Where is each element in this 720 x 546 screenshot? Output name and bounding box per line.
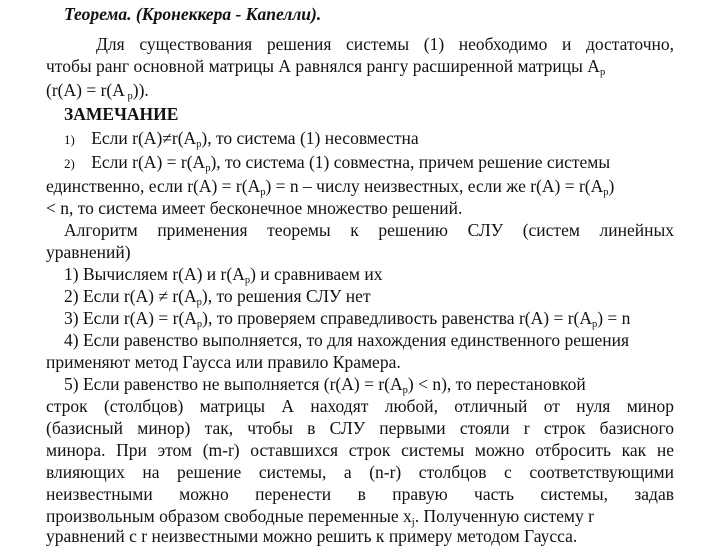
algorithm-step-1-subscript: p	[244, 275, 251, 286]
theorem-line-2	[46, 56, 674, 83]
algorithm-step-4-line-1: 4) Если равенство выполняется, то для нахождения единственного решения	[64, 330, 630, 350]
remark-item-2	[64, 152, 674, 179]
algorithm-step-5-line-4: минора. При этом (m-r) оставшихся строк системы можно отбросить как не	[46, 440, 674, 460]
remark-line-6: < n, то система имеет бесконечное множество решений.	[46, 198, 463, 218]
remark-item-1-subscript: p	[196, 139, 202, 150]
algorithm-step-3-subscript: p	[196, 319, 203, 330]
algorithm-step-5-line-6: неизвестными можно перенести в правую часть системы, задав	[46, 484, 674, 504]
remark-item-2-subscript: p	[205, 163, 211, 174]
theorem-line-2-subscript: р	[599, 67, 606, 78]
algorithm-step-5-line-5: влияющих на решение системы, а (n-r) столбцов с соответствующими	[46, 462, 674, 482]
remark-item-1-end: ), то система (1) несовместна	[201, 128, 419, 148]
algorithm-step-5-text: 5) Если равенство не выполняется (r(A) = r(A	[64, 374, 403, 394]
algorithm-step-2-subscript: p	[196, 297, 202, 308]
remark-title: ЗАМЕЧАНИЕ	[64, 104, 179, 124]
theorem-title: Теорема. (Кронеккера - Капелли).	[64, 4, 322, 24]
algorithm-step-5-line-7-end: . Полученную систему r	[414, 506, 594, 526]
theorem-line-3-text: (r(A) = r(A	[46, 80, 125, 100]
algorithm-step-3-middle: ), то проверяем справедливость равенства r(A) = r(A	[202, 308, 592, 328]
algorithm-step-5-line-3: (базисный минор) так, чтобы в СЛУ первыми стояли r строк базисного	[46, 418, 674, 438]
remark-item-2-end: ), то система (1) совместна, причем решение системы	[210, 152, 611, 172]
remark-item-2-number: 2)	[64, 156, 75, 171]
algorithm-step-3-end: ) = n	[597, 308, 631, 328]
theorem-line-3	[46, 80, 674, 107]
remark-line-5-subscript: p	[260, 187, 266, 198]
algorithm-title-line-1: Алгоритм применения теоремы к решению СЛУ (систем линейных	[64, 220, 674, 240]
algorithm-step-5-line-7-subscript: j	[411, 517, 415, 528]
algorithm-step-5-line-2: строк (столбцов) матрицы А находят любой, отличный от нуля минор	[46, 396, 674, 416]
remark-line-5-subscript-2: p	[603, 187, 609, 198]
remark-item-1	[64, 128, 674, 155]
algorithm-step-1-text: 1) Вычисляем r(A) и r(A	[64, 264, 245, 284]
algorithm-step-3-text: 3) Если r(A) = r(A	[64, 308, 197, 328]
theorem-line-3-end: )).	[132, 80, 149, 100]
remark-line-5-text: единственно, если r(A) = r(A	[46, 176, 261, 196]
algorithm-step-1-end: ) и сравниваем их	[250, 264, 383, 284]
remark-item-2-text: Если r(A) = r(A	[91, 152, 206, 172]
algorithm-step-5-subscript: p	[402, 385, 408, 396]
remark-item-1-number: 1)	[64, 132, 75, 147]
algorithm-step-5-end: ) < n), то перестановкой	[407, 374, 586, 394]
remark-line-5-middle: ) = n – числу неизвестных, если же r(A) = r(A	[265, 176, 604, 196]
algorithm-title-line-2: уравнений)	[46, 242, 131, 262]
remark-item-1-text: Если r(A)≠r(A	[91, 128, 197, 148]
algorithm-step-3-subscript-2: p	[591, 319, 598, 330]
algorithm-step-5-line-8: уравнений с r неизвестными можно решить к примеру методом Гаусса.	[46, 526, 578, 546]
algorithm-step-5-line-7-text: произвольным образом свободные переменные x	[46, 506, 412, 526]
algorithm-step-2-text: 2) Если r(A) ≠ r(A	[64, 286, 197, 306]
algorithm-step-2-end: ), то решения СЛУ нет	[201, 286, 371, 306]
remark-line-5-end: )	[608, 176, 615, 196]
algorithm-step-4-line-2: применяют метод Гаусса или правило Крамера.	[46, 352, 401, 372]
theorem-line-1: Для существования решения системы (1) необходимо и достаточно,	[96, 34, 674, 54]
theorem-line-2-text: чтобы ранг основной матрицы А равнялся рангу расширенной матрицы А	[46, 56, 600, 76]
theorem-line-3-subscript: p	[124, 91, 133, 102]
